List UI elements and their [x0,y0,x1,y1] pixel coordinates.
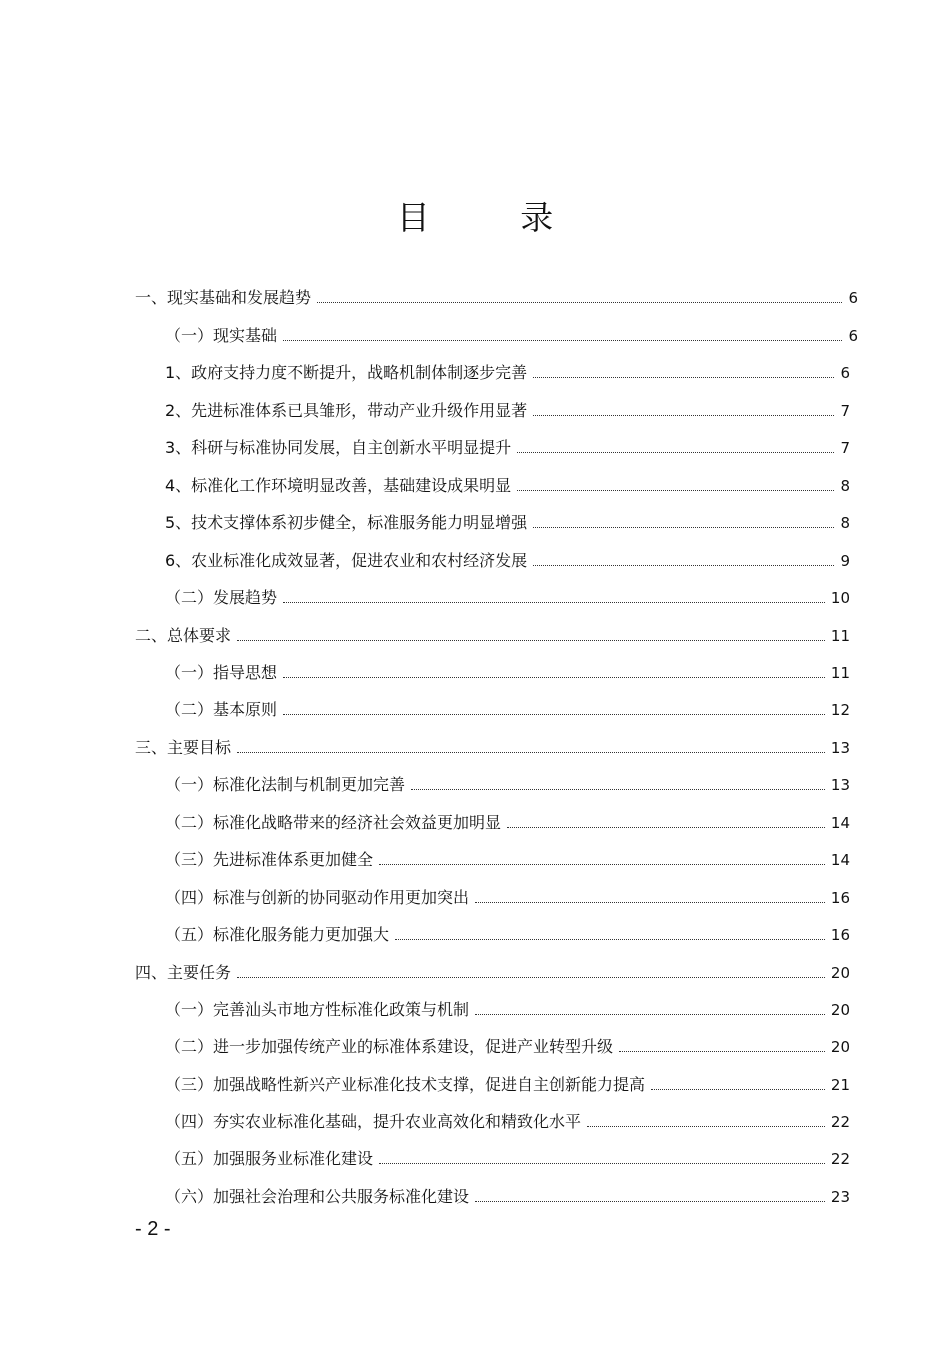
toc-entry-page: 16 [830,889,850,907]
toc-entry[interactable] [165,994,850,1020]
toc-entry-page: 8 [840,477,850,495]
dot-leader [283,713,825,715]
toc-entry[interactable] [165,470,850,496]
toc-entry-label: 2、先进标准体系已具雏形，带动产业升级作用显著 [165,401,528,420]
toc-entry-label: （四）夯实农业标准化基础，提升农业高效化和精致化水平 [165,1112,582,1131]
toc-entry[interactable] [135,620,850,646]
toc-entry-page: 8 [840,514,850,532]
toc-entry[interactable] [165,1031,850,1057]
toc-entry-label: 3、科研与标准协同发展，自主创新水平明显提升 [165,438,512,457]
toc-entry-page: 22 [830,1113,850,1131]
toc-entry-page: 20 [830,964,850,982]
toc-entry[interactable] [165,320,858,346]
toc-entry-label: 一、现实基础和发展趋势 [135,288,312,307]
toc-entry-page: 14 [830,851,850,869]
dot-leader [395,938,825,940]
dot-leader [533,526,834,528]
dot-leader [379,1162,825,1164]
toc-entry-page: 13 [830,739,850,757]
toc-entry-page: 13 [830,776,850,794]
dot-leader [411,788,825,790]
dot-leader [475,901,825,903]
toc-entry-label: （四）标准与创新的协同驱动作用更加突出 [165,888,470,907]
toc-entry-page: 11 [830,664,850,682]
toc-entry[interactable] [165,357,850,383]
toc-entry-page: 6 [840,364,850,382]
dot-leader [475,1013,825,1015]
dot-leader [533,564,834,566]
toc-entry-label: 三、主要目标 [135,738,232,757]
dot-leader [283,676,825,678]
dot-leader [237,639,825,641]
toc-entry-page: 9 [840,552,850,570]
page-number: - 2 - [135,1218,171,1240]
toc-entry-label: （三）加强战略性新兴产业标准化技术支撑，促进自主创新能力提高 [165,1075,646,1094]
toc-entry[interactable] [135,282,858,308]
toc-entry-page: 14 [830,814,850,832]
toc-entry-label: 四、主要任务 [135,963,232,982]
toc-entry-label: （一）现实基础 [165,326,278,345]
toc-entry-page: 6 [848,327,858,345]
dot-leader [237,976,825,978]
toc-entry[interactable] [135,732,850,758]
toc-entry-label: （一）完善汕头市地方性标准化政策与机制 [165,1000,470,1019]
toc-entry-label: 6、农业标准化成效显著，促进农业和农村经济发展 [165,551,528,570]
dot-leader [283,601,825,603]
toc-entry-label: （六）加强社会治理和公共服务标准化建设 [165,1187,470,1206]
toc-entry-page: 23 [830,1188,850,1206]
toc-entry-page: 7 [840,439,850,457]
toc-entry-page: 11 [830,627,850,645]
toc-entry[interactable] [165,507,850,533]
dot-leader [587,1125,825,1127]
toc-entry-page: 20 [830,1038,850,1056]
toc-entry-label: （五）加强服务业标准化建设 [165,1149,374,1168]
dot-leader [237,751,825,753]
dot-leader [533,376,834,378]
dot-leader [517,451,834,453]
toc-entry-label: （二）发展趋势 [165,588,278,607]
toc-entry-page: 6 [848,289,858,307]
toc-entry-page: 10 [830,589,850,607]
toc-entry[interactable] [165,432,850,458]
dot-leader [475,1200,825,1202]
toc-entry-label: 1、政府支持力度不断提升，战略机制体制逐步完善 [165,363,528,382]
toc-entry[interactable] [165,807,850,833]
toc-entry-label: 4、标准化工作环境明显改善，基础建设成果明显 [165,476,512,495]
toc-entry-label: （一）指导思想 [165,663,278,682]
toc-entry[interactable] [165,1106,850,1132]
toc-entry[interactable] [165,582,850,608]
dot-leader [517,489,834,491]
toc-entry-page: 22 [830,1150,850,1168]
toc-entry[interactable] [165,844,850,870]
toc-entry[interactable] [165,1181,850,1207]
page-title: 目 录 [396,198,594,237]
toc-entry-page: 21 [830,1076,850,1094]
toc-entry[interactable] [165,769,850,795]
toc-entry-label: （二）标准化战略带来的经济社会效益更加明显 [165,813,502,832]
toc-entry-label: （一）标准化法制与机制更加完善 [165,775,406,794]
toc-entry-label: 二、总体要求 [135,626,232,645]
toc-entry-label: 5、技术支撑体系初步健全，标准服务能力明显增强 [165,513,528,532]
dot-leader [283,339,842,341]
toc-entry-label: （二）进一步加强传统产业的标准体系建设，促进产业转型升级 [165,1037,614,1056]
toc-entry-page: 16 [830,926,850,944]
toc-entry[interactable] [165,1143,850,1169]
dot-leader [507,826,825,828]
toc-entry[interactable] [135,957,850,983]
dot-leader [533,414,834,416]
toc-entry-label: （三）先进标准体系更加健全 [165,850,374,869]
toc-entry[interactable] [165,545,850,571]
dot-leader [317,301,842,303]
dot-leader [651,1088,825,1090]
toc-entry-page: 12 [830,701,850,719]
dot-leader [619,1050,825,1052]
toc-entry[interactable] [165,1069,850,1095]
toc-entry-label: （二）基本原则 [165,700,278,719]
toc-entry[interactable] [165,919,850,945]
toc-entry-label: （五）标准化服务能力更加强大 [165,925,390,944]
toc-entry[interactable] [165,694,850,720]
toc-entry[interactable] [165,395,850,421]
toc-entry-page: 7 [840,402,850,420]
toc-entry[interactable] [165,657,850,683]
toc-entry[interactable] [165,882,850,908]
dot-leader [379,863,825,865]
toc-entry-page: 20 [830,1001,850,1019]
